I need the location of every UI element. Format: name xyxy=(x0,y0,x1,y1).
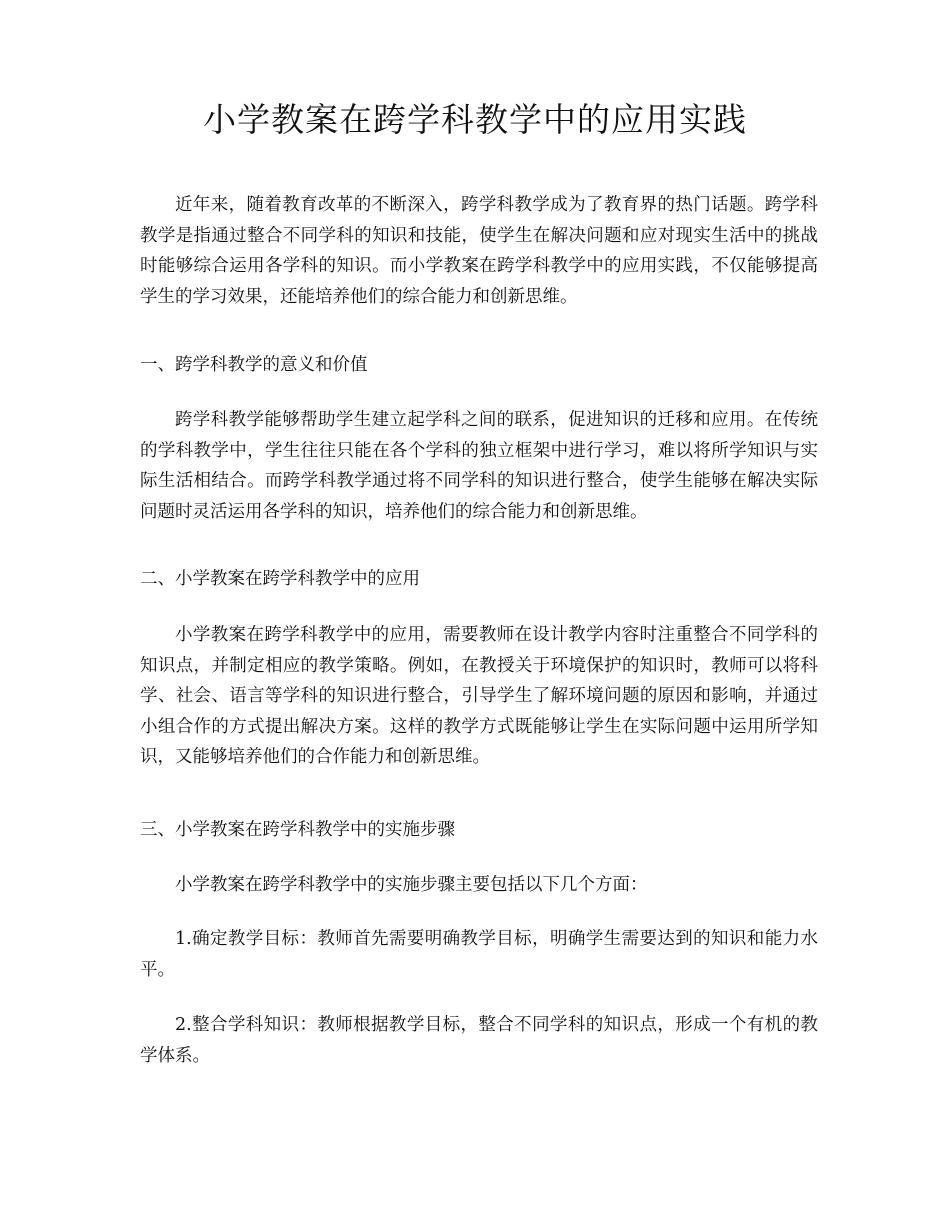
section-paragraph-3: 小学教案在跨学科教学中的实施步骤主要包括以下几个方面： xyxy=(175,875,648,895)
intro-paragraph: 近年来，随着教育改革的不断深入，跨学科教学成为了教育界的热门话题。跨学科教学是指通过整合不同学科的知识和技能，使学生在解决问题和应对现实生活中的挑战时能够综合运用各学科的知识。而小学教案在跨学科教学中的应用实践，不仅能够提高学生的学习效果，还能培养他们的综合能力和创新思维。 xyxy=(140,195,818,307)
section-paragraph-1: 跨学科教学能够帮助学生建立起学科之间的联系，促进知识的迁移和应用。在传统的学科教学中，学生往往只能在各个学科的独立框架中进行学习，难以将所学知识与实际生活相结合。而跨学科教学通过将不同学科的知识进行整合，使学生能够在解决实际问题时灵活运用各学科的知识，培养他们的综合能力和创新思维。 xyxy=(140,410,818,522)
section-heading-1: 一、跨学科教学的意义和价值 xyxy=(140,355,368,375)
section-heading-3: 三、小学教案在跨学科教学中的实施步骤 xyxy=(140,820,455,840)
step-item-2: 2.整合学科知识：教师根据教学目标，整合不同学科的知识点，形成一个有机的教学体系。 xyxy=(140,1015,818,1066)
section-paragraph-2: 小学教案在跨学科教学中的应用，需要教师在设计教学内容时注重整合不同学科的知识点，并制定相应的教学策略。例如，在教授关于环境保护的知识时，教师可以将科学、社会、语言等学科的知识进行整合，引导学生了解环境问题的原因和影响，并通过小组合作的方式提出解决方案。这样的教学方式既能够让学生在实际问题中运用所学知识，又能够培养他们的合作能力和创新思维。 xyxy=(140,625,818,767)
document-title: 小学教案在跨学科教学中的应用实践 xyxy=(203,100,747,139)
section-heading-2: 二、小学教案在跨学科教学中的应用 xyxy=(140,569,420,589)
step-item-1: 1.确定教学目标：教师首先需要明确教学目标，明确学生需要达到的知识和能力水平。 xyxy=(140,929,818,980)
